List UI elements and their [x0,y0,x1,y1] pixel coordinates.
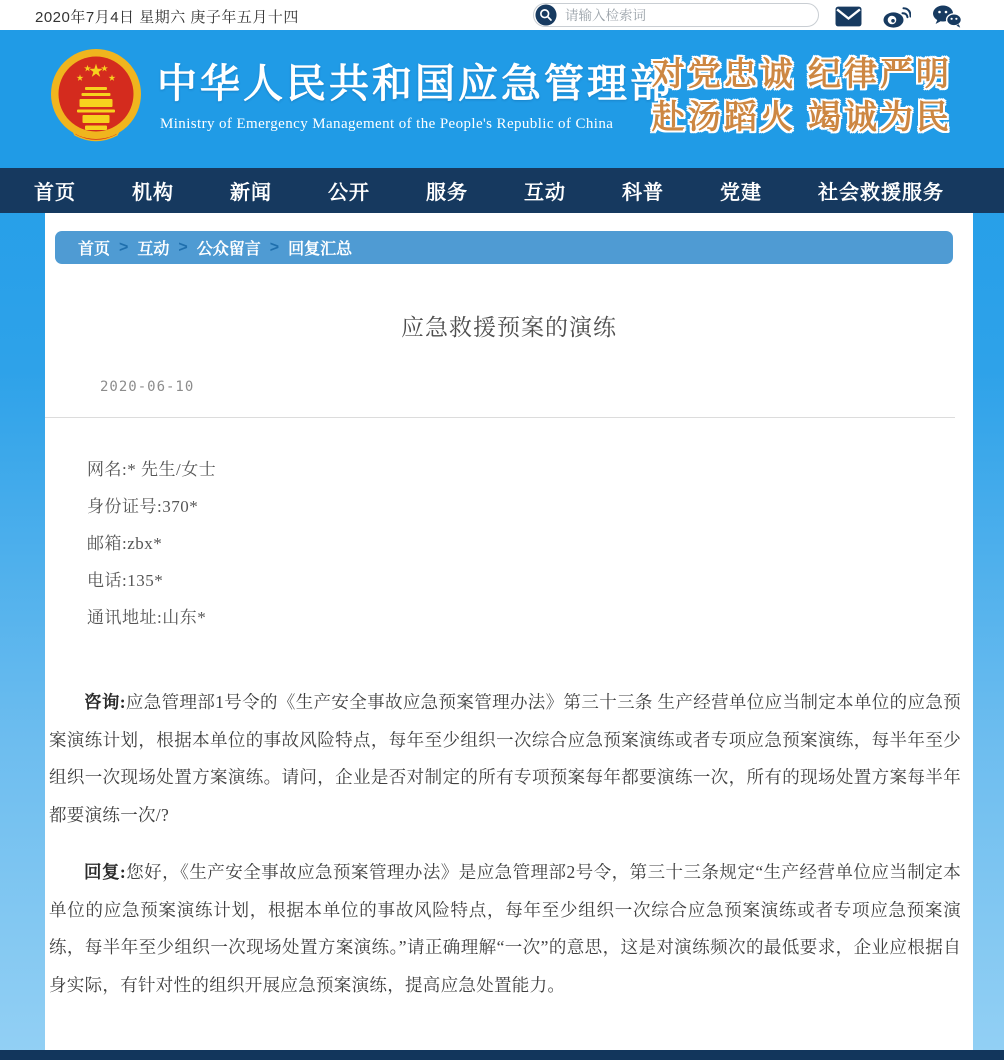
date-text: 2020年7月4日 星期六 庚子年五月十四 [35,9,299,26]
search-box[interactable] [533,3,819,27]
site-subtitle-english: Ministry of Emergency Management of the People's Republic of China [160,116,614,132]
topbar-social-icons [835,4,962,28]
search-icon[interactable] [535,4,557,26]
nav-item-party[interactable]: 党建 [720,182,762,204]
search-input[interactable] [565,8,795,23]
nav-item-agencies[interactable]: 机构 [132,182,174,204]
breadcrumb-home[interactable]: 首页 [78,241,111,258]
field-id-number: 身份证号:370* [87,497,199,516]
breadcrumb-separator: > [178,238,188,256]
weibo-icon[interactable] [883,4,911,28]
breadcrumb-interact[interactable]: 互动 [137,241,170,258]
site-title: 中华人民共和国应急管理部 [157,62,673,106]
inquiry-paragraph [49,684,961,834]
field-phone: 电话:135* [87,571,164,590]
breadcrumb-separator: > [119,238,129,256]
nav-item-home[interactable]: 首页 [34,182,76,204]
article-title: 应急救援预案的演练 [401,314,617,340]
field-email: 邮箱:zbx* [87,534,163,553]
top-utility-bar [0,0,1004,30]
reply-text: 您好，《生产安全事故应急预案管理办法》是应急管理部2号令，第三十三条规定“生产经营单位应当制定本单位的应急预案演练计划，根据本单位的事故风险特点，每年至少组织一次综合应急预案演练或者专项应急预案演练，每半年至少组织一次现场处置方案演练。”请正确理解“一次”的意思，这是对演练频次的最低要求，企业应根据自身实际，有针对性的组织开展应急预案演练，提高应急处置能力。 [49,862,961,995]
mail-icon[interactable] [835,6,862,27]
nav-item-news[interactable]: 新闻 [230,182,272,204]
slogan-banner [652,52,952,138]
reply-paragraph [49,854,961,1004]
nav-item-science[interactable]: 科普 [622,182,664,204]
nav-item-services[interactable]: 服务 [426,182,468,204]
footer-bar [0,1050,1004,1060]
slogan-line-1: 对党忠诚 纪律严明 [651,55,952,92]
slogan-line-2: 赴汤蹈火 竭诚为民 [651,98,952,135]
main-navigation [0,168,1004,213]
content-card [45,213,973,1050]
wechat-icon[interactable] [932,4,962,28]
national-emblem-icon [46,47,146,150]
masthead [0,30,1004,168]
divider-line [45,417,955,418]
breadcrumb-public-messages[interactable]: 公众留言 [196,241,261,258]
submitter-fields [87,451,216,636]
breadcrumb-reply-summary: 回复汇总 [288,241,353,258]
nav-item-social-rescue[interactable]: 社会救援服务 [818,182,944,204]
nav-item-disclosure[interactable]: 公开 [328,182,370,204]
article-date: 2020-06-10 [100,379,195,395]
breadcrumb-separator: > [269,238,280,256]
field-address: 通讯地址:山东* [87,608,207,627]
nav-item-interact[interactable]: 互动 [524,182,566,204]
inquiry-label: 咨询: [84,692,126,712]
inquiry-text: 应急管理部1号令的《生产安全事故应急预案管理办法》第三十三条 生产经营单位应当制定本单位的应急预案演练计划，根据本单位的事故风险特点，每年至少组织一次综合应急预案演练或者专项应急预案演练，每半年至少组织一次现场处置方案演练。请问，企业是否对制定的所有专项预案每年都要演练一次，所有的现场处置方案每半年都要演练一次/? [49,692,961,825]
field-netname: 网名:* 先生/女士 [87,460,217,479]
breadcrumb [55,231,953,264]
reply-label: 回复: [84,862,127,882]
